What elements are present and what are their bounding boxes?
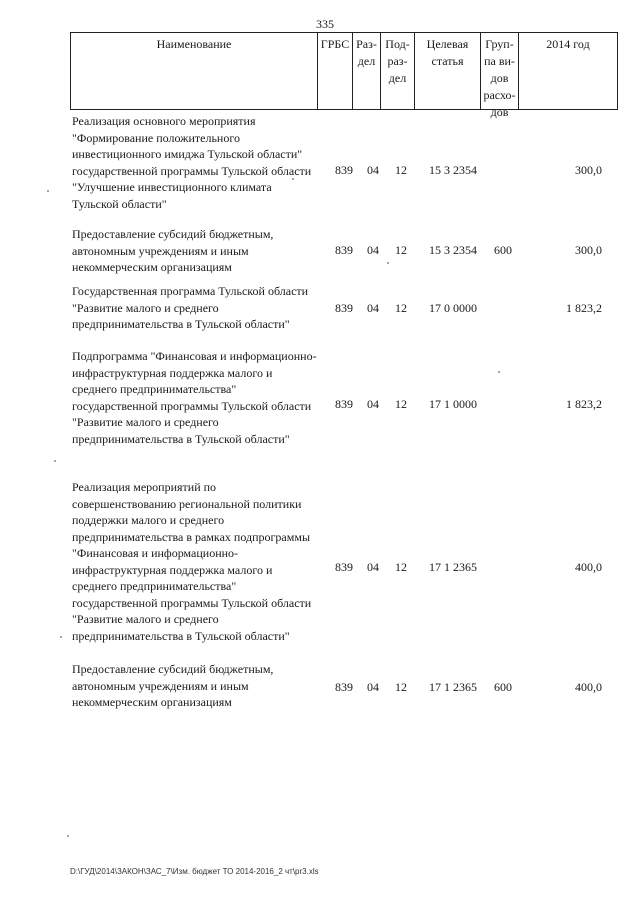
row-grbs: 839 <box>335 680 353 694</box>
header-name: Наименование <box>156 37 232 51</box>
row-grbs: 839 <box>335 163 353 177</box>
header-target: Целевая статья <box>426 37 469 68</box>
row-razdel: 04 <box>367 680 379 694</box>
header-razdel: Раз- дел <box>356 37 377 68</box>
row-target: 17 0 0000 <box>429 301 477 315</box>
row-amount: 300,0 <box>575 243 602 257</box>
row-grbs: 839 <box>335 301 353 315</box>
row-podrazdel: 12 <box>395 560 407 574</box>
row-target: 17 1 0000 <box>429 397 477 411</box>
row-razdel: 04 <box>367 163 379 177</box>
row-target: 17 1 2365 <box>429 560 477 574</box>
row-podrazdel: 12 <box>395 243 407 257</box>
table-row <box>72 226 618 278</box>
table-row <box>72 113 618 223</box>
header-grbs: ГРБС <box>320 37 350 51</box>
row-group: 600 <box>494 680 512 694</box>
row-amount: 400,0 <box>575 680 602 694</box>
table-row <box>72 661 618 713</box>
table-row <box>72 479 618 659</box>
row-group: 600 <box>494 243 512 257</box>
row-name: Реализация мероприятий по совершенствованию региональной политики поддержки малого и среднего предпринимательства в рамках подпрограммы "Финансовая и информационно-инфраструктурная поддержка малого и среднего предпринимательства" государственной программы Тульской области "Развитие малого и среднего предпринимательства в Тульской области" <box>72 480 312 643</box>
row-grbs: 839 <box>335 397 353 411</box>
row-amount: 300,0 <box>575 163 602 177</box>
row-target: 15 3 2354 <box>429 163 477 177</box>
row-podrazdel: 12 <box>395 301 407 315</box>
row-podrazdel: 12 <box>395 397 407 411</box>
row-amount: 1 823,2 <box>566 397 602 411</box>
row-razdel: 04 <box>367 560 379 574</box>
row-name: Государственная программа Тульской области "Развитие малого и среднего предпринимательства в Тульской области" <box>72 284 309 331</box>
row-amount: 1 823,2 <box>566 301 602 315</box>
scan-speck <box>67 835 69 837</box>
row-name: Предоставление субсидий бюджетным, автономным учреждениям и иным некоммерческим организациям <box>72 227 274 274</box>
row-grbs: 839 <box>335 243 353 257</box>
row-razdel: 04 <box>367 243 379 257</box>
row-name: Предоставление субсидий бюджетным, автономным учреждениям и иным некоммерческим организациям <box>72 662 274 709</box>
scan-speck <box>47 190 49 192</box>
scan-speck <box>387 262 389 264</box>
header-group: Груп- па ви- дов расхо- дов <box>483 37 516 119</box>
header-podrazdel: Под- раз- дел <box>385 37 410 85</box>
row-amount: 400,0 <box>575 560 602 574</box>
row-name: Подпрограмма "Финансовая и информационно-инфраструктурная поддержка малого и среднего предпринимательства" государственной программы Тульской области "Развитие малого и среднего предпринимательства в Тульской области" <box>72 349 317 446</box>
row-target: 15 3 2354 <box>429 243 477 257</box>
row-target: 17 1 2365 <box>429 680 477 694</box>
table-header <box>70 32 618 119</box>
table-row <box>72 283 618 335</box>
row-grbs: 839 <box>335 560 353 574</box>
row-podrazdel: 12 <box>395 680 407 694</box>
scan-speck <box>292 178 294 180</box>
row-name: Реализация основного мероприятия "Формирование положительного инвестиционного имиджа Тульской области" государственной программы Тульской области "Улучшение инвестиционного климата Тульской области" <box>72 114 312 211</box>
scan-speck <box>60 636 62 638</box>
table-row <box>72 348 618 463</box>
header-year: 2014 год <box>546 37 590 51</box>
row-razdel: 04 <box>367 301 379 315</box>
file-path-footer: D:\ГУД\2014\ЗАКОН\ЗАС_7\Изм. бюджет ТО 2014-2016_2 чт\pr3.xls <box>70 867 319 876</box>
page-number: 335 <box>316 17 334 31</box>
scan-speck <box>54 460 56 462</box>
scan-speck <box>498 371 500 373</box>
row-podrazdel: 12 <box>395 163 407 177</box>
row-razdel: 04 <box>367 397 379 411</box>
